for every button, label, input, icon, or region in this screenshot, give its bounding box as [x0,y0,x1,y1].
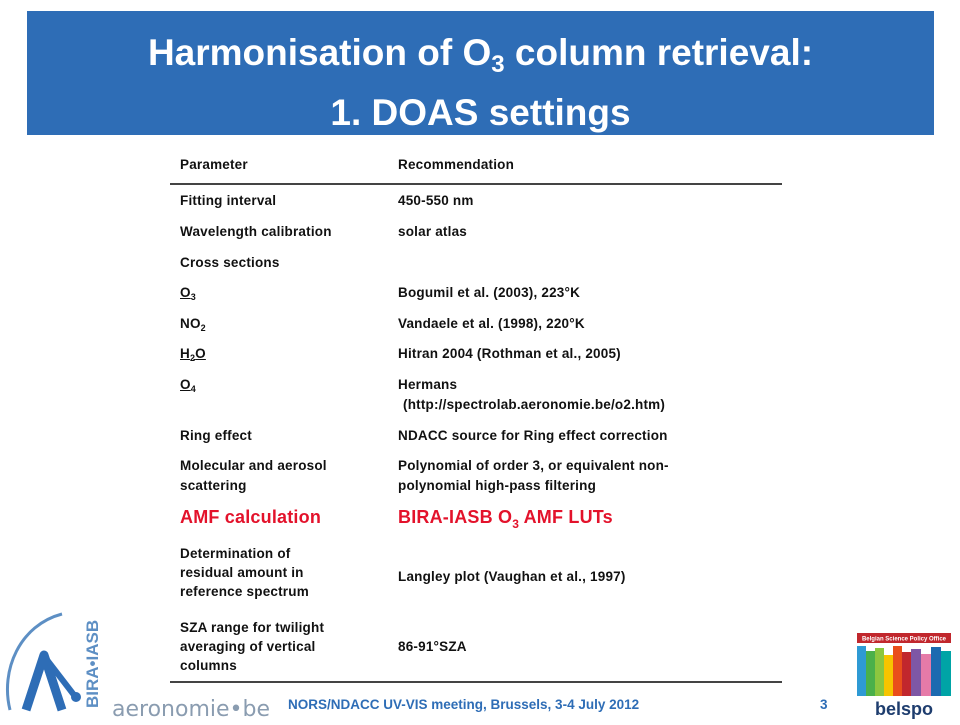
table-row-param: reference spectrum [180,584,309,599]
table-row-param: residual amount in [180,565,304,580]
belspo-logo-graphic [855,633,955,720]
table-row-param: Molecular and aerosol [180,458,327,473]
table-row-param: Wavelength calibration [180,224,332,239]
table-row-rec: Bogumil et al. (2003), 223°K [398,285,581,300]
table-row-rec-highlight: BIRA-IASB $O_3$ AMF LUTs [398,507,613,531]
page-number: 3 [820,697,828,712]
header-rule [170,183,782,185]
table-row-param: $O_3$ [180,285,196,302]
bira-iasb-logo [0,600,270,720]
bira-vertical-name: BIRA•IASB [83,619,102,708]
table-row-param-highlight: AMF calculation [180,507,322,527]
belspo-logo [855,633,955,720]
table-row-param: $NO_2$ [180,316,206,333]
table-row-rec: Hitran 2004 (Rothman et al., 2005) [398,346,621,361]
table-row-rec: 86-91°SZA [398,639,467,654]
table-header-parameter: Parameter [180,157,248,172]
table-row-rec: solar atlas [398,224,467,239]
table-row-rec: Hermans [398,377,458,392]
table-row-rec: polynomial high-pass filtering [398,478,597,493]
table-row-rec: Langley plot (Vaughan et al., 1997) [398,569,626,584]
table-row-param: Determination of [180,546,291,561]
slide-title-box [27,11,934,135]
table-row-param: SZA range for twilight [180,620,325,635]
slide-title-line2: 1. DOAS settings [330,92,631,133]
table-row-param: $O_4$ [180,377,196,394]
table-row-param: $H_2O$ [180,346,206,363]
table-row-param: Fitting interval [180,193,277,208]
aeronomie-site-label: aeronomie•be [112,697,270,720]
table-row-rec: Polynomial of order 3, or equivalent non- [398,458,669,473]
belspo-caption: Belgian Science Policy Office [861,636,947,643]
table-row-rec: NDACC source for Ring effect correction [398,428,668,443]
table-row-param: columns [180,658,237,673]
table-row-param: scattering [180,478,247,493]
table-row-rec: Vandaele et al. (1998), 220°K [398,316,585,331]
table-row-rec-link: (http://spectrolab.aeronomie.be/o2.htm) [403,397,666,412]
table-row-param: Ring effect [180,428,252,443]
table-row-param: averaging of vertical [180,639,316,654]
bira-logo-graphic [0,600,270,720]
slide-title-line1: Harmonisation of $O_3$ column retrieval: [147,32,814,78]
table-row-param: Cross sections [180,255,280,270]
table-row-rec: 450-550 nm [398,193,474,208]
table-header-recommendation: Recommendation [398,157,515,172]
footer-meeting-text: NORS/NDACC UV-VIS meeting, Brussels, 3-4 July 2012 [288,697,640,712]
belspo-name: belspo [874,699,934,719]
